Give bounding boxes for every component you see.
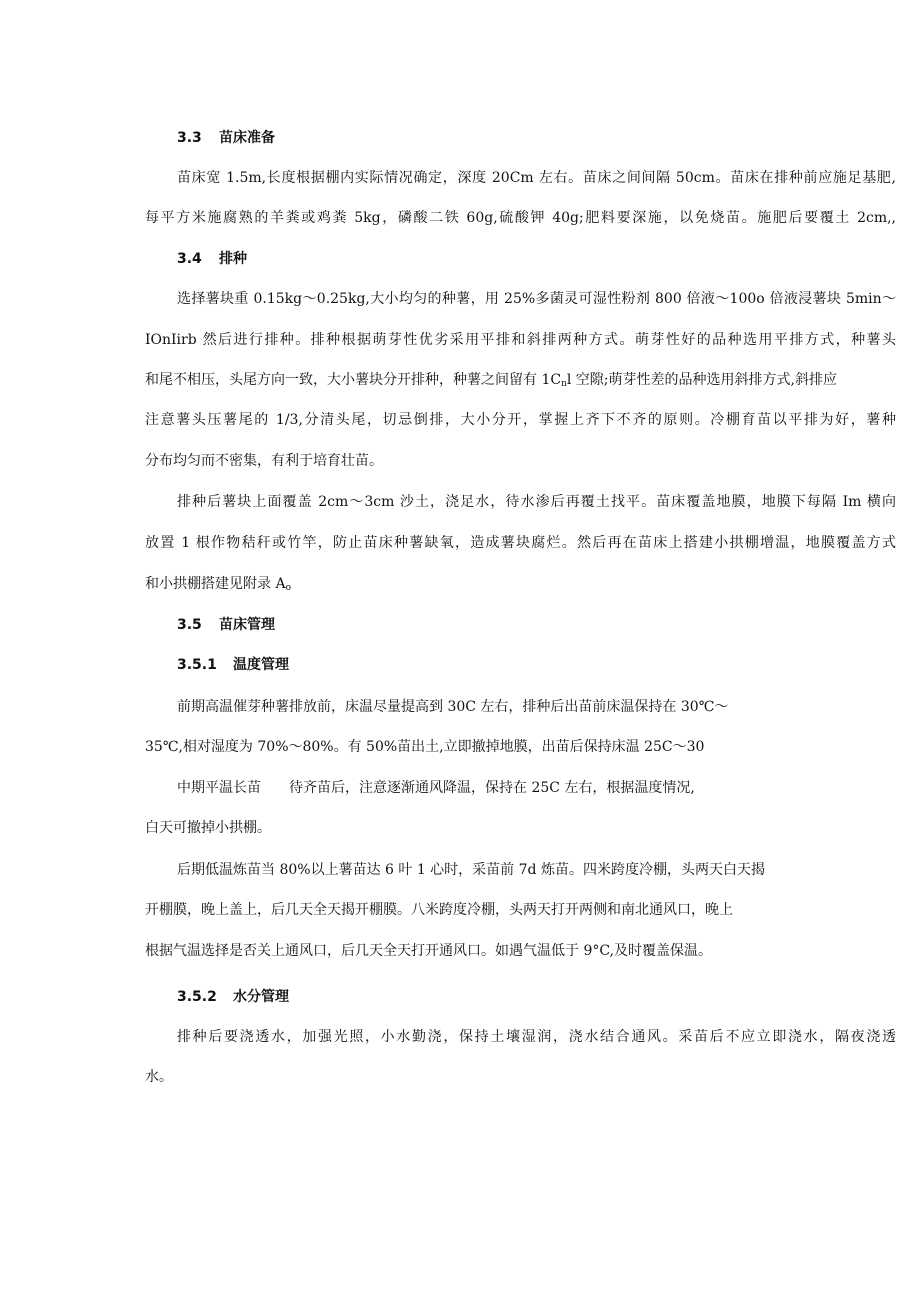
section-number: 3.5 [177,617,202,633]
paragraph-line: 分布均匀而不密集，有利于培育壮苗。 [145,453,383,469]
section-title: 排种 [219,251,247,267]
paragraph-line: 排种后薯块上面覆盖 2cm～3cm 沙土，浇足水，待水渗后再覆土找平。苗床覆盖地膜，地膜下每隔 Im 横向 [177,494,896,510]
paragraph-line: IOnIirb 然后进行排种。排种根据萌芽性优劣采用平排和斜排两种方式。萌芽性好的品种选用平排方式，种薯头 [145,332,896,348]
section-heading-3-5 [177,615,275,635]
paragraph-line: 根据气温选择是否关上通风口，后几天全天打开通风口。如遇气温低于 9°C,及时覆盖保温。 [145,943,713,959]
section-title: 温度管理 [233,657,289,673]
paragraph-line: 和小拱棚搭建见附录 $A_o$ [145,576,291,593]
paragraph-line: 白天可撤掉小拱棚。 [145,820,271,836]
subscript: n [561,379,567,389]
paragraph-line: 每平方米施腐熟的羊粪或鸡粪 5kg，磷酸二铁 60g,硫酸钾 40g;肥料要深施，以免烧苗。施肥后要覆土 2cm,, [145,210,896,226]
paragraph-line: 后期低温炼苗当 80%以上薯苗达 6 叶 1 心时，采苗前 7d 炼苗。四米跨度冷棚，头两天白天揭 [177,862,765,878]
paragraph-line: 中期平温长苗 待齐苗后，注意逐渐通风降温，保持在 25C 左右，根据温度情况, [177,780,695,796]
section-heading-3-3 [177,128,275,148]
paragraph-line: 前期高温催芽种薯排放前，床温尽量提高到 30C 左右，排种后出苗前床温保持在 30℃～ [177,699,729,715]
paragraph-line: 注意薯头压薯尾的 1/3,分清头尾，切忌倒排，大小分开，掌握上齐下不齐的原则。冷棚育苗以平排为好，薯种 [145,412,896,428]
paragraph-line: 35℃,相对湿度为 70%～80%。有 50%苗出土,立即撤掉地膜，出苗后保持床温 25C～30 [145,739,705,755]
paragraph-line: 选择薯块重 0.15kg～0.25kg,大小均匀的种薯，用 25%多菌灵可湿性粉剂 800 倍液～100o 倍液浸薯块 5min～ [177,291,896,307]
section-number: 3.4 [177,251,202,267]
section-number: 3.3 [177,130,202,146]
section-heading-3-5-2 [177,987,289,1007]
subscript: o [285,583,291,593]
section-title: 水分管理 [233,989,289,1005]
paragraph-line: 开棚膜，晚上盖上，后几天全天揭开棚膜。八米跨度冷棚，头两天打开两侧和南北通风口，晚上 [145,902,733,918]
section-title: 苗床管理 [219,617,275,633]
paragraph-line: 排种后要浇透水，加强光照，小水勤浇，保持土壤湿润，浇水结合通风。采苗后不应立即浇水，隔夜浇透 [177,1029,896,1045]
paragraph-line: 苗床宽 1.5m,长度根据棚内实际情况确定，深度 20Cm 左右。苗床之间间隔 50cm。苗床在排种前应施足基肥, [177,170,896,186]
paragraph-line: 放置 1 根作物秸秆或竹竿，防止苗床种薯缺氧，造成薯块腐烂。然后再在苗床上搭建小拱棚增温，地膜覆盖方式 [145,535,896,551]
section-number: 3.5.2 [177,989,217,1005]
section-heading-3-4 [177,249,247,269]
paragraph-line [145,370,896,390]
section-number: 3.5.1 [177,657,217,673]
section-heading-3-5-1 [177,655,289,675]
paragraph-line-part: 和尾不相压，头尾方向一致，大小薯块分开排种，种薯之间留有 $1C_nl$ 空隙;萌芽性差的品种选用斜排方式,斜排应 [145,372,837,389]
paragraph-line: 水。 [145,1069,173,1085]
section-title: 苗床准备 [219,130,275,146]
